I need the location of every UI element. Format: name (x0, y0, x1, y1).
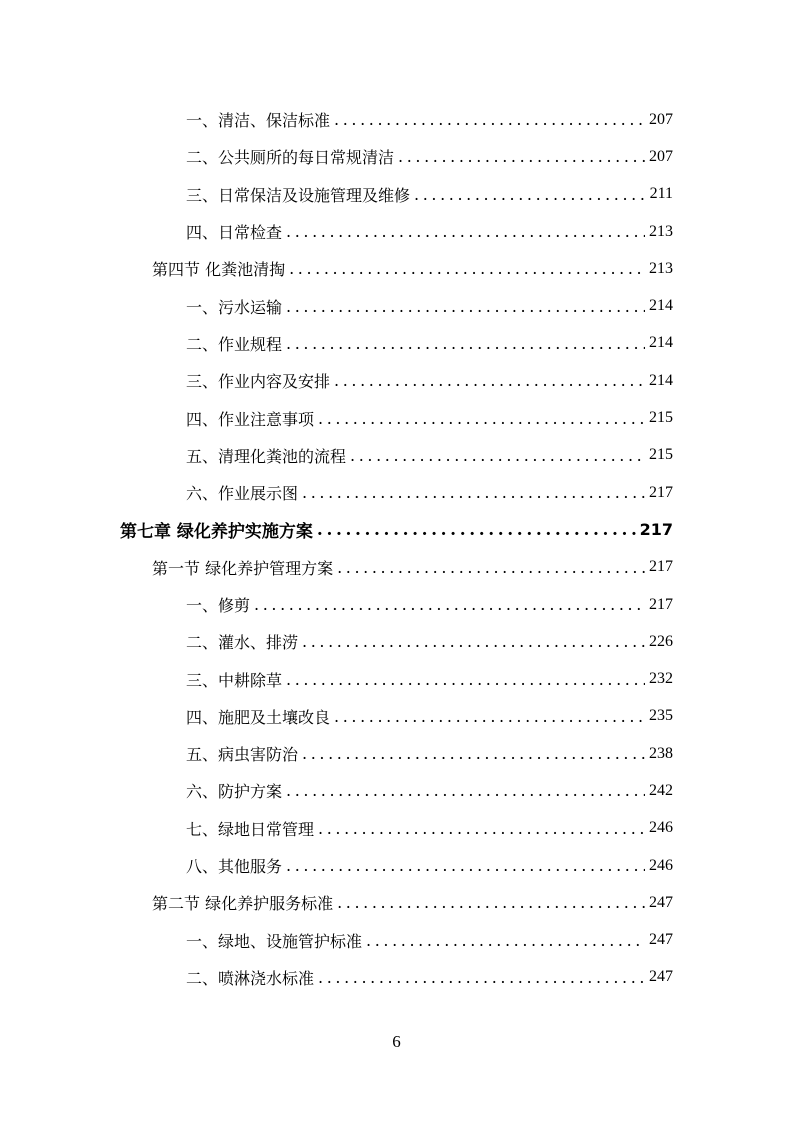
dot-leader (334, 110, 645, 129)
dot-leader (302, 632, 645, 651)
toc-entry[interactable] (0, 884, 793, 921)
toc-entry[interactable] (0, 623, 793, 660)
dot-leader (289, 259, 645, 278)
toc-entry-title: 三、作业内容及安排 (186, 372, 331, 392)
toc-entry-page-number: 207 (649, 147, 673, 165)
toc-entry[interactable] (0, 362, 793, 399)
toc-entry-title: 五、病虫害防治 (186, 745, 299, 765)
toc-entry-title: 二、公共厕所的每日常规清洁 (186, 148, 395, 168)
toc-entry-title: 七、绿地日常管理 (186, 819, 315, 839)
toc-entry[interactable] (0, 138, 793, 175)
toc-entry-page-number: 246 (649, 819, 673, 837)
toc-entry[interactable] (0, 250, 793, 287)
toc-entry[interactable] (0, 101, 793, 138)
toc-entry[interactable] (0, 922, 793, 959)
toc-entry[interactable] (0, 549, 793, 586)
toc-entry-page-number: 235 (649, 707, 673, 725)
dot-leader (337, 558, 645, 577)
toc-entry-title: 一、清洁、保洁标准 (186, 111, 331, 131)
toc-entry-title: 八、其他服务 (186, 857, 283, 877)
dot-leader (317, 520, 636, 540)
toc-entry-title: 六、防护方案 (186, 782, 283, 802)
toc-entry-page-number: 215 (649, 409, 673, 427)
toc-entry-title: 一、污水运输 (186, 297, 283, 317)
dot-leader (334, 371, 645, 390)
toc-entry-page-number: 213 (649, 222, 673, 240)
toc-entry-page-number: 217 (649, 558, 673, 576)
toc-entry-page-number: 217 (649, 595, 673, 613)
toc-entry-page-number: 246 (649, 856, 673, 874)
dot-leader (318, 968, 645, 987)
toc-entry-page-number: 232 (649, 670, 673, 688)
dot-leader (302, 483, 645, 502)
toc-entry[interactable] (0, 586, 793, 623)
dot-leader (350, 446, 645, 465)
dot-leader (286, 670, 645, 689)
toc-entry-title: 三、日常保洁及设施管理及维修 (186, 185, 411, 205)
toc-entry-title: 第四节 化粪池清掏 (152, 260, 286, 280)
toc-entry[interactable] (0, 176, 793, 213)
toc-entry[interactable] (0, 847, 793, 884)
toc-entry-page-number: 214 (649, 334, 673, 352)
toc-entry-page-number: 211 (649, 185, 673, 203)
toc-entry-title: 二、作业规程 (186, 334, 283, 354)
toc-entry-title: 二、灌水、排涝 (186, 633, 299, 653)
toc-entry[interactable] (0, 287, 793, 324)
toc-entry-title: 第二节 绿化养护服务标准 (152, 894, 334, 914)
toc-entry-title: 四、施肥及土壤改良 (186, 707, 331, 727)
toc-entry[interactable] (0, 437, 793, 474)
page-number: 6 (392, 1032, 401, 1051)
toc-entry[interactable] (0, 325, 793, 362)
toc-entry[interactable] (0, 959, 793, 996)
dot-leader (398, 147, 645, 166)
dot-leader (286, 781, 645, 800)
toc-entry[interactable] (0, 511, 793, 548)
toc-entry-page-number: 247 (649, 893, 673, 911)
dot-leader (286, 856, 645, 875)
toc-entry[interactable] (0, 810, 793, 847)
toc-entry-title: 第七章 绿化养护实施方案 (120, 522, 313, 543)
toc-entry-page-number: 217 (649, 483, 673, 501)
toc-entry-title: 第一节 绿化养护管理方案 (152, 558, 334, 578)
dot-leader (286, 222, 645, 241)
toc-entry[interactable] (0, 698, 793, 735)
table-of-contents (0, 101, 793, 996)
toc-entry-page-number: 247 (649, 968, 673, 986)
toc-entry[interactable] (0, 213, 793, 250)
toc-entry-page-number: 217 (639, 520, 673, 540)
dot-leader (286, 297, 645, 316)
toc-entry-title: 四、作业注意事项 (186, 409, 315, 429)
toc-entry-title: 五、清理化粪池的流程 (186, 446, 347, 466)
toc-entry-title: 一、修剪 (186, 596, 251, 615)
dot-leader (318, 819, 645, 838)
toc-entry-page-number: 214 (649, 371, 673, 389)
dot-leader (254, 595, 645, 614)
toc-entry[interactable] (0, 735, 793, 772)
toc-entry-page-number: 213 (649, 259, 673, 277)
toc-entry-title: 二、喷淋浇水标准 (186, 968, 315, 988)
dot-leader (286, 334, 645, 353)
toc-entry[interactable] (0, 660, 793, 697)
dot-leader (334, 707, 645, 726)
toc-entry-title: 六、作业展示图 (186, 484, 299, 504)
toc-entry-title: 四、日常检查 (186, 223, 283, 243)
dot-leader (366, 931, 645, 950)
dot-leader (337, 893, 645, 912)
toc-entry-page-number: 226 (649, 632, 673, 650)
toc-entry-title: 三、中耕除草 (186, 670, 283, 690)
toc-entry-page-number: 214 (649, 297, 673, 315)
dot-leader (302, 744, 645, 763)
toc-entry-page-number: 247 (649, 931, 673, 949)
toc-entry-title: 一、绿地、设施管护标准 (186, 931, 363, 951)
toc-entry[interactable] (0, 474, 793, 511)
toc-entry[interactable] (0, 772, 793, 809)
toc-entry-page-number: 207 (649, 110, 673, 128)
toc-entry-page-number: 242 (649, 781, 673, 799)
toc-entry-page-number: 215 (649, 446, 673, 464)
toc-entry-page-number: 238 (649, 744, 673, 762)
dot-leader (318, 409, 645, 428)
dot-leader (414, 185, 646, 204)
toc-entry[interactable] (0, 399, 793, 436)
